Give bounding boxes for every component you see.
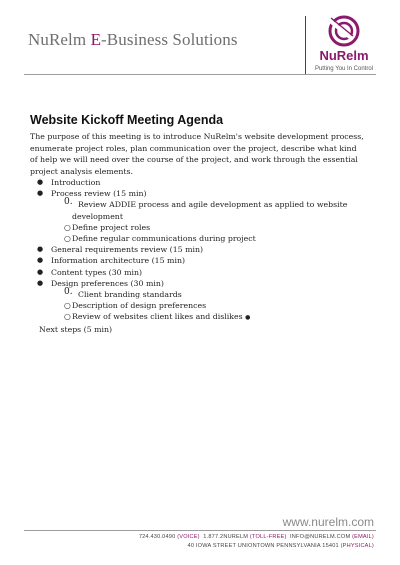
nurelm-logo — [309, 14, 379, 74]
agenda-item: ● Process review (15 min) — [37, 189, 147, 199]
agenda-item: ● Introduction — [37, 178, 101, 187]
bullet-icon: ● — [37, 267, 44, 276]
agenda-subitem: 0. Client branding standards — [64, 287, 182, 300]
address-line — [188, 543, 374, 549]
bullet-icon: ● — [37, 178, 44, 186]
bullet-icon: ● — [37, 189, 44, 198]
tollfree-number: 1.877.2NURELM — [203, 534, 249, 540]
logo-tagline: Putting You In Control — [314, 66, 374, 72]
agenda-subitem: ○ Define regular communications during project — [64, 234, 256, 244]
footer-divider — [24, 530, 376, 531]
agenda-item: ● Design preferences (30 min) — [37, 278, 164, 288]
agenda-item: ● Information architecture (15 min) — [37, 256, 186, 266]
agenda-subitem: ○ Review of websites client likes and dislikes ● — [64, 312, 251, 322]
agenda-subitem: ○ Define project roles — [64, 222, 151, 232]
circle-bullet-icon: ○ — [64, 222, 71, 232]
document-title: Website Kickoff Meeting Agenda — [30, 113, 224, 127]
circle-bullet-icon: ○ — [64, 312, 71, 322]
agenda-subitem: ○ Description of design preferences — [64, 301, 207, 311]
company-name: NuRelm E-Business Solutions — [28, 30, 238, 49]
bullet-icon: ● — [37, 278, 44, 287]
website-url[interactable]: www.nurelm.com — [282, 515, 374, 529]
circle-bullet-icon: ○ — [64, 234, 71, 244]
bullet-icon: ● — [37, 245, 44, 254]
agenda-item: ● Content types (30 min) — [37, 267, 143, 277]
trailing-bullet-icon: ● — [245, 314, 251, 322]
logo-mark-icon — [325, 14, 363, 48]
street-address: 40 IOWA STREET UNIONTOWN PENNSYLVANIA 15401 — [187, 543, 339, 549]
sub-number-marker: 0. — [64, 197, 73, 208]
sub-number-marker: 0. — [64, 287, 73, 298]
tollfree-label: (TOLL-FREE) — [249, 534, 287, 540]
logo-name: NuRelm — [319, 48, 369, 63]
circle-bullet-icon: ○ — [64, 301, 71, 311]
phone-label: (VOICE) — [177, 534, 200, 540]
header-divider — [24, 74, 376, 75]
agenda-item: ● General requirements review (15 min) — [37, 245, 204, 255]
company-e-letter: E — [90, 30, 102, 49]
agenda-subitem: 0. Review ADDIE process and agile development as applied to website development — [64, 197, 348, 221]
phone-number: 724.430.0490 — [138, 534, 176, 540]
agenda-list — [30, 177, 370, 335]
bullet-icon: ● — [37, 256, 44, 265]
contact-line — [139, 534, 374, 540]
email-address[interactable]: INFO@NURELM.COM — [290, 534, 351, 540]
intro-paragraph: The purpose of this meeting is to introduce NuRelm's website development process, enumerate project roles, plan communication over the project, describe what kind of help we will need over the course of the project, and work through the essential project analysis elements. — [30, 132, 364, 176]
email-label: (EMAIL) — [352, 534, 374, 540]
agenda-item: Next steps (5 min) — [39, 324, 113, 334]
address-label: (PHYSICAL) — [340, 543, 374, 549]
